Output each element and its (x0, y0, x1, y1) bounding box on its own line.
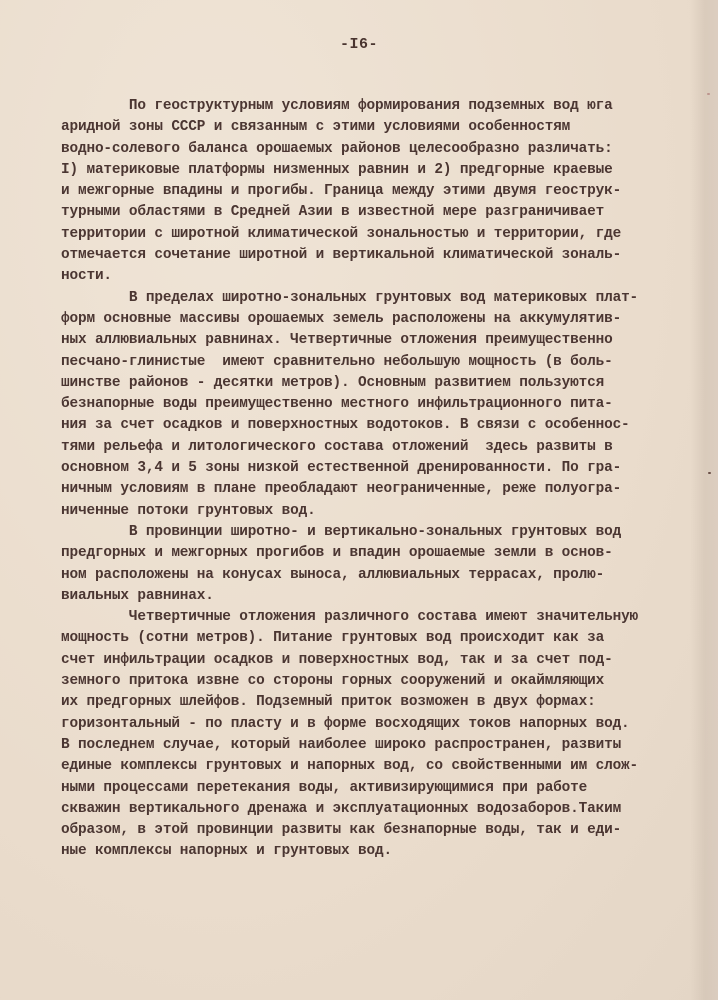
text-line: I) материковые платформы низменных равнин и 2) предгорные краевые (61, 161, 613, 178)
text-line: территории с широтной климатической зональностью и территории, где (61, 225, 622, 242)
paragraph-3 (61, 522, 718, 607)
text-line: их предгорных шлейфов. Подземный приток возможен в двух формах: (61, 694, 596, 711)
text-line: аридной зоны СССР и связанным с этими условиями особенностям (61, 119, 571, 136)
text-line: ные комплексы напорных и грунтовых вод. (61, 843, 392, 860)
text-line: ном расположены на конусах выноса, аллювиальных террасах, пролю- (61, 566, 605, 583)
text-line: ния за счет осадков и поверхностных водотоков. В связи с особеннос- (61, 417, 630, 434)
text-line: образом, в этой провинции развиты как безнапорные воды, так и еди- (61, 822, 622, 839)
page-number: -I6- (339, 36, 378, 53)
text-line: В провинции широтно- и вертикально-зональных грунтовых вод (128, 523, 622, 540)
text-line: По геоструктурным условиям формирования подземных вод юга (128, 98, 613, 114)
text-line: счет инфильтрации осадков и поверхностных вод, так и за счет под- (61, 651, 613, 668)
text-line: водно-солевого баланса орошаемых районов целесообразно различать: (61, 140, 613, 157)
text-line: турными областями в Средней Азии в известной мере разграничивает (61, 204, 605, 221)
text-line: ных аллювиальных равнинах. Четвертичные отложения преимущественно (61, 332, 613, 349)
text-line: тями рельефа и литологического состава отложений здесь развиты в (61, 438, 613, 455)
text-line: отмечается сочетание широтной и вертикальной климатической зональ- (61, 247, 622, 264)
text-line: единые комплексы грунтовых и напорных вод, со свойственными им слож- (61, 758, 639, 775)
paragraph-1 (61, 96, 718, 288)
text-line: земного притока извне со стороны горных сооружений и окаймляющих (61, 673, 605, 690)
text-line: ниченные потоки грунтовых вод. (61, 502, 316, 519)
text-line: безнапорные воды преимущественно местного инфильтрационного пита- (61, 396, 613, 413)
text-line: форм основные массивы орошаемых земель расположены на аккумулятив- (61, 310, 622, 327)
text-line: предгорных и межгорных прогибов и впадин орошаемые земли в основ- (61, 545, 613, 562)
text-line: горизонтальный - по пласту и в форме восходящих токов напорных вод. (61, 715, 630, 732)
text-line: песчано-глинистые имеют сравнительно небольшую мощность (в боль- (61, 353, 613, 370)
text-line: ности. (61, 268, 112, 285)
text-line: основном 3,4 и 5 зоны низкой естественной дренированности. По гра- (61, 460, 622, 477)
text-line: В последнем случае, который наиболее широко распространен, развиты (61, 736, 622, 753)
text-line: скважин вертикального дренажа и эксплуатационных водозаборов.Таким (61, 800, 622, 817)
text-line: виальных равнинах. (61, 587, 214, 604)
text-line: и межгорные впадины и прогибы. Граница между этими двумя геострук- (61, 183, 622, 200)
body-text (61, 96, 718, 863)
paper-speck (708, 472, 711, 474)
paragraph-2 (61, 288, 718, 522)
text-line: мощность (сотни метров). Питание грунтовых вод происходит как за (61, 630, 605, 647)
text-line: шинстве районов - десятки метров). Основным развитием пользуются (61, 374, 605, 391)
paragraph-4 (61, 607, 718, 863)
paper-speck (707, 93, 710, 95)
text-line: Четвертичные отложения различного состава имеют значительную (128, 609, 639, 626)
text-line: В пределах широтно-зональных грунтовых вод материковых плат- (128, 289, 639, 306)
text-line: ничным условиям в плане преобладают неограниченные, реже полуогра- (61, 481, 622, 498)
text-line: ными процессами перетекания воды, активизирующимися при работе (61, 779, 588, 796)
